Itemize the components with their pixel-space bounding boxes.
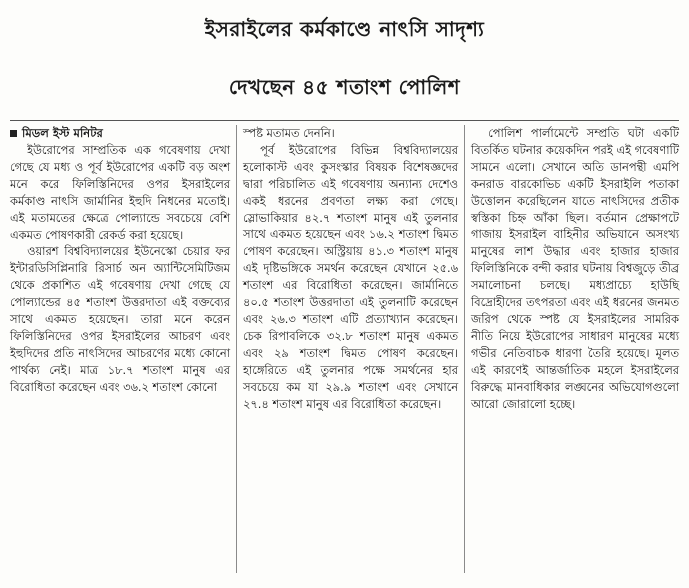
article-column-3 — [464, 125, 685, 573]
byline-text: মিডল ইস্ট মনিটর — [22, 126, 103, 140]
headline — [4, 0, 685, 116]
headline-line-2: দেখছেন ৪৫ শতাংশ পোলিশ — [228, 75, 461, 99]
paragraph-continued: স্পষ্ট মতামত দেননি। — [243, 126, 335, 140]
paragraph: পোলিশ পার্লামেন্টে সম্প্রতি ঘটা একটি বিতর্কিত ঘটনার কয়েকদিন পরই এই গবেষণাটি সামনে এলো। সেখানে অতি ডানপন্থী এমপি কনরাড বারকোভিচ একটি ইসরাইলি পতাকা উত্তোলন করেছিলেন যাতে নাৎসিদের প্রতীক স্বস্তিকা চিহ্ন আঁকা ছিল। বর্তমান প্রেক্ষাপটে গাজায় ইসরাইল বাহিনীর অভিযানে অসংখ্য মানুষের লাশ উদ্ধার এবং হাজার হাজার ফিলিস্তিনিকে বন্দী করার ঘটনায় বিশ্বজুড়ে তীব্র সমালোচনা চলছে। মধ্যপ্রাচ্যে হাউছি বিদ্রোহীদের তৎপরতা এবং এই ধরনের জনমত জরিপ থেকে স্পষ্ট যে ইসরাইলের সামরিক নীতি নিয়ে ইউরোপের সাধারণ মানুষের মধ্যে গভীর নেতিবাচক ধারণা তৈরি হয়েছে। মূলত এই কারণেই আন্তর্জাতিক মহলে ইসরাইলের বিরুদ্ধে মানবাধিকার লঙ্ঘনের অভিযোগগুলো আরো জোরালো হচ্ছে। — [471, 126, 679, 411]
article-body — [4, 125, 685, 573]
headline-divider — [10, 120, 679, 121]
byline — [10, 125, 230, 142]
article-column-2 — [236, 125, 464, 573]
headline-line-1: ইসরাইলের কর্মকাণ্ডে নাৎসি সাদৃশ্য — [204, 17, 485, 41]
paragraph: ওয়ারশ বিশ্ববিদ্যালয়ের ইউনেস্কো চেয়ার ফর ইন্টারডিসিপ্লিনারি রিসার্চ অন অ্যান্টিসেমিটিজম থেকে প্রকাশিত এই গবেষণায় দেখা গেছে যে পোল্যান্ডের ৪৫ শতাংশ উত্তরদাতা এই বক্তব্যের সাথে একমত হয়েছেন। তারা মনে করেন ফিলিস্তিনিদের ওপর ইসরাইলের আচরণ এবং ইহুদিদের প্রতি নাৎসিদের আচরণের মধ্যে কোনো পার্থক্য নেই। মাত্র ১৮.৭ শতাংশ মানুষ এর বিরোধিতা করেছেন এবং ৩৬.২ শতাংশ কোনো — [10, 244, 230, 394]
square-bullet-icon — [10, 130, 17, 137]
article-column-1 — [4, 125, 236, 573]
paragraph: ইউরোপের সাম্প্রতিক এক গবেষণায় দেখা গেছে যে মধ্য ও পূর্ব ইউরোপের একটি বড় অংশ মনে করে ফিলিস্তিনিদের ওপর ইসরাইলের কর্মকাণ্ড নাৎসি জার্মানির ইহুদি নিধনের মতোই। এই মতামতের ক্ষেত্রে পোল্যান্ডে সবচেয়ে বেশি একমত পোষণকারী রেকর্ড করা হয়েছে। — [10, 143, 230, 242]
paragraph: পূর্ব ইউরোপের বিভিন্ন বিশ্ববিদ্যালয়ের হলোকাস্ট এবং কুসংস্কার বিষয়ক বিশেষজ্ঞদের দ্বারা পরিচালিত এই গবেষণায় অন্যান্য দেশেও একই ধরনের প্রবণতা লক্ষ্য করা গেছে। স্লোভাকিয়ার ৪২.৭ শতাংশ মানুষ এই তুলনার সাথে একমত হয়েছেন এবং ১৬.২ শতাংশ দ্বিমত পোষণ করেছেন। অস্ট্রিয়ায় ৪১.৩ শতাংশ মানুষ এই দৃষ্টিভঙ্গিকে সমর্থন করেছেন যেখানে ২৫.৬ শতাংশ এর বিরোধিতা করেছেন। জার্মানিতে ৪০.৫ শতাংশ উত্তরদাতা এই তুলনাটি করেছেন এবং ২৬.৩ শতাংশ এটি প্রত্যাখ্যান করেছেন। চেক রিপাবলিকে ৩২.৮ শতাংশ মানুষ একমত এবং ২৯ শতাংশ দ্বিমত পোষণ করেছেন। হাঙ্গেরিতে এই তুলনার পক্ষে সমর্থনের হার সবচেয়ে কম যা ২৯.৯ শতাংশ এবং সেখানে ২৭.৪ শতাংশ মানুষ এর বিরোধিতা করেছেন। — [243, 142, 458, 411]
